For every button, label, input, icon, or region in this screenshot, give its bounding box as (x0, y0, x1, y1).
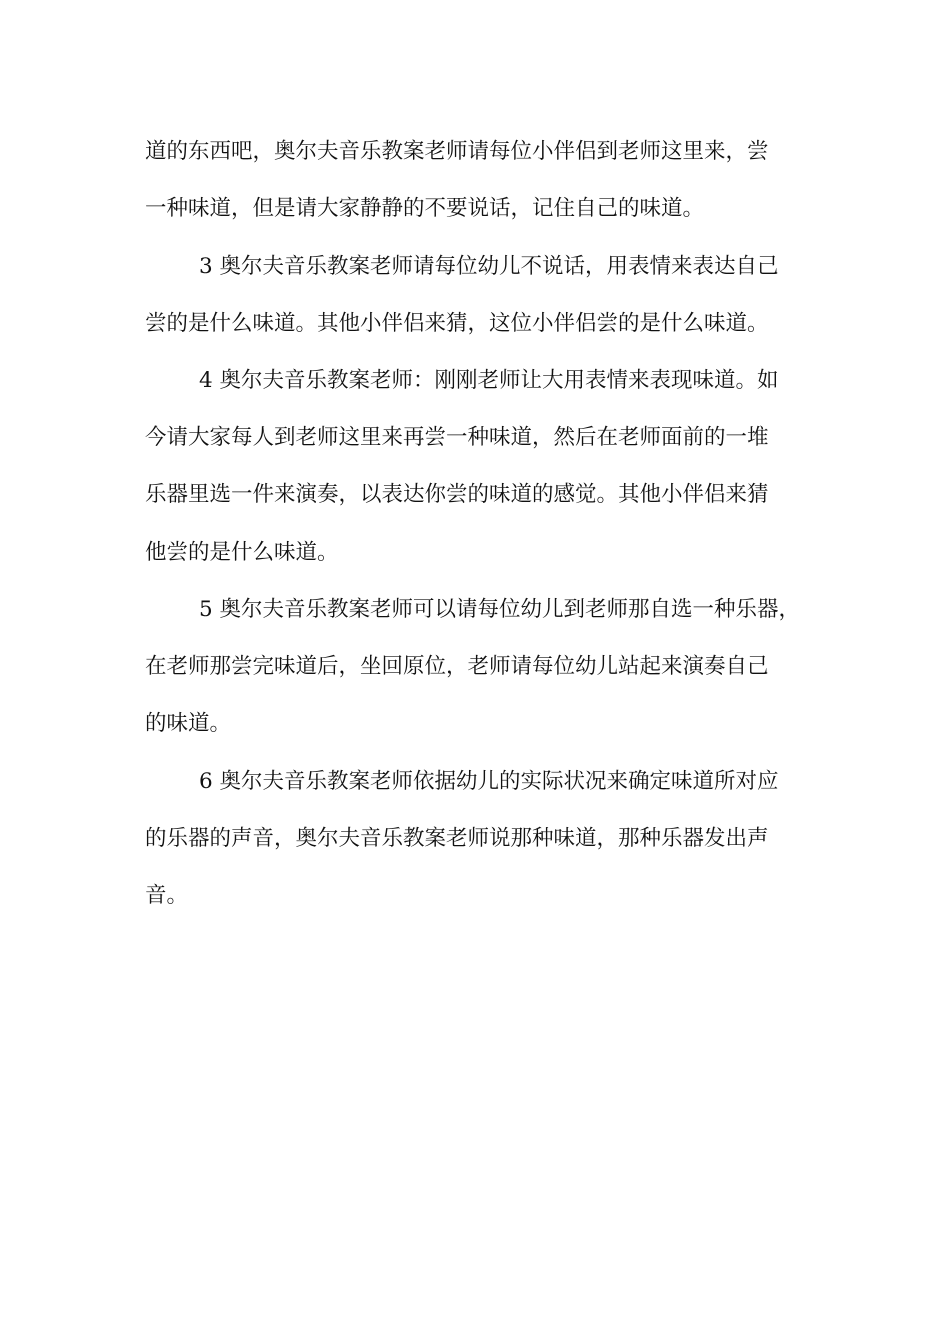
text-line: 在老师那尝完味道后，坐回原位，老师请每位幼儿站起来演奏自己 (145, 654, 769, 679)
text-line: 4 奥尔夫音乐教案老师：刚刚老师让大用表情来表现味道。如 (199, 368, 779, 393)
text-line: 5 奥尔夫音乐教案老师可以请每位幼儿到老师那自选一种乐器， (199, 597, 801, 622)
text-line: 的味道。 (145, 711, 232, 736)
text-line: 今请大家每人到老师这里来再尝一种味道，然后在老师面前的一堆 (145, 425, 769, 450)
text-line: 6 奥尔夫音乐教案老师依据幼儿的实际状况来确定味道所对应 (199, 769, 779, 794)
text-line: 乐器里选一件来演奏，以表达你尝的味道的感觉。其他小伴侣来猜 (145, 482, 769, 507)
text-line: 3 奥尔夫音乐教案老师请每位幼儿不说话，用表情来表达自己 (199, 254, 779, 279)
text-line: 的乐器的声音，奥尔夫音乐教案老师说那种味道，那种乐器发出声 (145, 826, 769, 851)
text-line: 道的东西吧，奥尔夫音乐教案老师请每位小伴侣到老师这里来，尝 (145, 139, 769, 164)
text-line: 音。 (145, 883, 189, 908)
text-line: 他尝的是什么味道。 (145, 540, 339, 565)
text-line: 尝的是什么味道。其他小伴侣来猜，这位小伴侣尝的是什么味道。 (145, 311, 769, 336)
text-line: 一种味道，但是请大家静静的不要说话，记住自己的味道。 (145, 196, 705, 221)
